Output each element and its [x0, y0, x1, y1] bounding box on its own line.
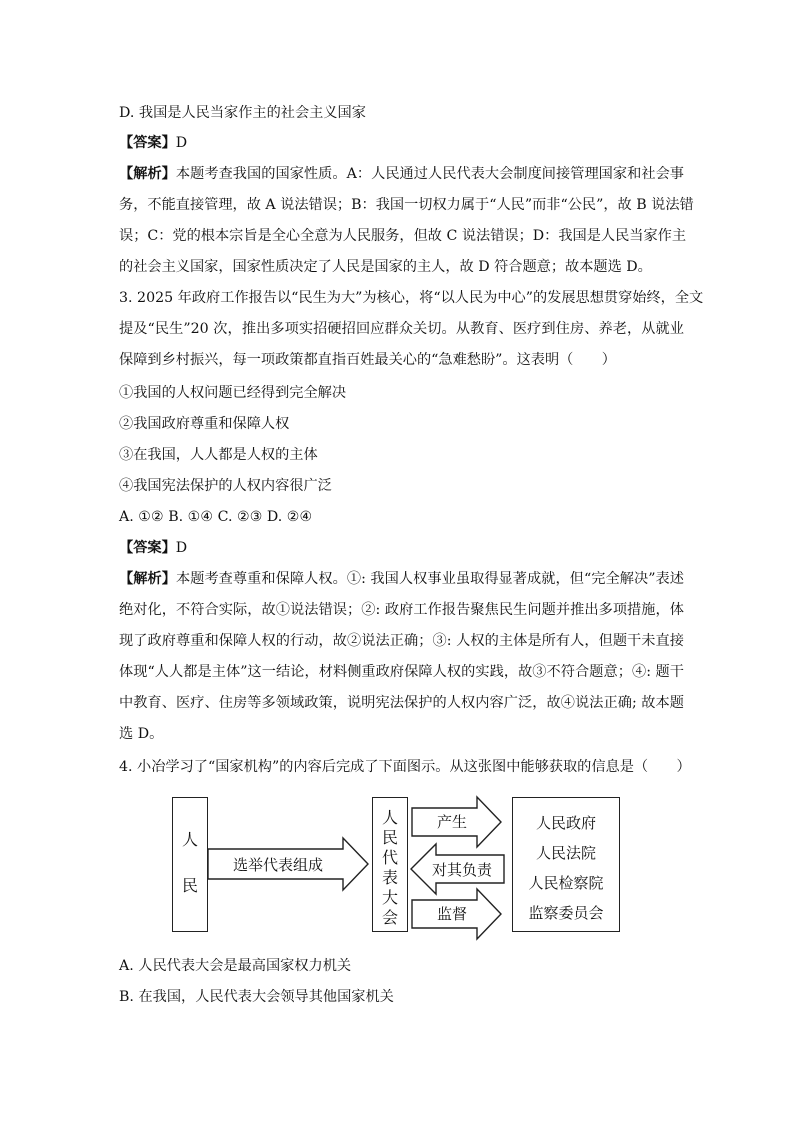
congress-char: 人: [381, 808, 398, 827]
question-4-line: 4. 小冶学习了“国家机构”的内容后完成了下面图示。从这张图中能够获取的信息是（ ）: [119, 759, 691, 775]
statement-4: ④我国宪法保护的人权内容很广泛: [119, 478, 332, 494]
question-3-line: 保障到乡村振兴，每一项政策都直指百姓最关心的“急难愁盼”。这表明（ ）: [119, 352, 616, 368]
congress-char: 表: [381, 868, 398, 887]
option-a-line: A. 人民代表大会是最高国家权力机关: [119, 958, 352, 974]
congress-char: 会: [381, 908, 398, 927]
responsible-arrow-label: 对其负责: [431, 861, 493, 879]
statement-2: ②我国政府尊重和保障人权: [119, 416, 290, 432]
statement-1: ①我国的人权问题已经得到完全解决: [119, 385, 347, 401]
agency-government: 人民政府: [535, 814, 596, 832]
analysis-line: 体现“人人都是主体”这一结论，材料侧重政府保障人权的实践，故③不符合题意；④: 题干: [119, 664, 684, 680]
agency-supervisory-commission: 监察委员会: [528, 904, 604, 922]
people-char: 民: [181, 876, 198, 895]
congress-char: 代: [381, 848, 398, 867]
bracket-heading: 【答案】: [119, 135, 176, 151]
analysis-line: 务，不能直接管理，故 A 说法错误；B：我国一切权力属于“人民”而非“公民”，故 B 说法错: [119, 197, 694, 213]
produce-arrow-label: 产生: [436, 813, 468, 831]
question-3-line: 3. 2025 年政府工作报告以“民生为大”为核心，将“以人民为中心”的发展思想贯穿始终，全文: [119, 290, 704, 306]
question-3-options: A. ①② B. ①④ C. ②③ D. ②④: [119, 509, 313, 525]
analysis-line: 现了政府尊重和保障人权的行动，故②说法正确；③: 人权的主体是所有人，但题干未直接: [119, 633, 684, 649]
statement-3: ③在我国，人人都是人权的主体: [119, 447, 318, 463]
analysis-line: 误；C：党的根本宗旨是全心全意为人民服务，但故 C 说法错误；D：我国是人民当家作主: [119, 228, 687, 244]
analysis-line: 中教育、医疗、住房等多领域政策，说明宪法保护的人权内容广泛，故④说法正确; 故本题: [119, 695, 684, 711]
analysis-line: 选 D。: [119, 726, 164, 742]
analysis-line: 【解析】本题考查我国的国家性质。A：人民通过人民代表大会制度间接管理国家和社会事: [119, 166, 684, 182]
answer-line: 【答案】D: [119, 135, 188, 151]
option-d-line: D. 我国是人民当家作主的社会主义国家: [119, 105, 366, 121]
answer-line: 【答案】D: [119, 540, 188, 556]
people-char: 人: [181, 830, 198, 849]
bracket-heading: 【解析】: [119, 166, 176, 182]
agency-procuratorate: 人民检察院: [528, 874, 604, 892]
bracket-heading: 【答案】: [119, 540, 176, 556]
elect-arrow-label: 选举代表组成: [232, 856, 324, 874]
analysis-line: 的社会主义国家，国家性质决定了人民是国家的主人，故 D 符合题意；故本题选 D。: [119, 259, 652, 275]
question-3-line: 提及“民生”20 次，推出多项实招硬招回应群众关切。从教育、医疗到住房、养老，从就业: [119, 321, 684, 337]
bracket-heading: 【解析】: [119, 571, 176, 587]
agency-court: 人民法院: [535, 844, 596, 862]
analysis-line: 绝对化，不符合实际，故①说法错误；②: 政府工作报告聚焦民生问题并推出多项措施，体: [119, 602, 684, 618]
supervise-arrow-label: 监督: [436, 905, 468, 923]
analysis-line: 【解析】本题考查尊重和保障人权。①: 我国人权事业虽取得显著成就，但“完全解决”表述: [119, 571, 684, 587]
option-b-line: B. 在我国，人民代表大会领导其他国家机关: [119, 989, 394, 1005]
congress-char: 民: [381, 828, 398, 847]
congress-char: 大: [381, 888, 398, 907]
